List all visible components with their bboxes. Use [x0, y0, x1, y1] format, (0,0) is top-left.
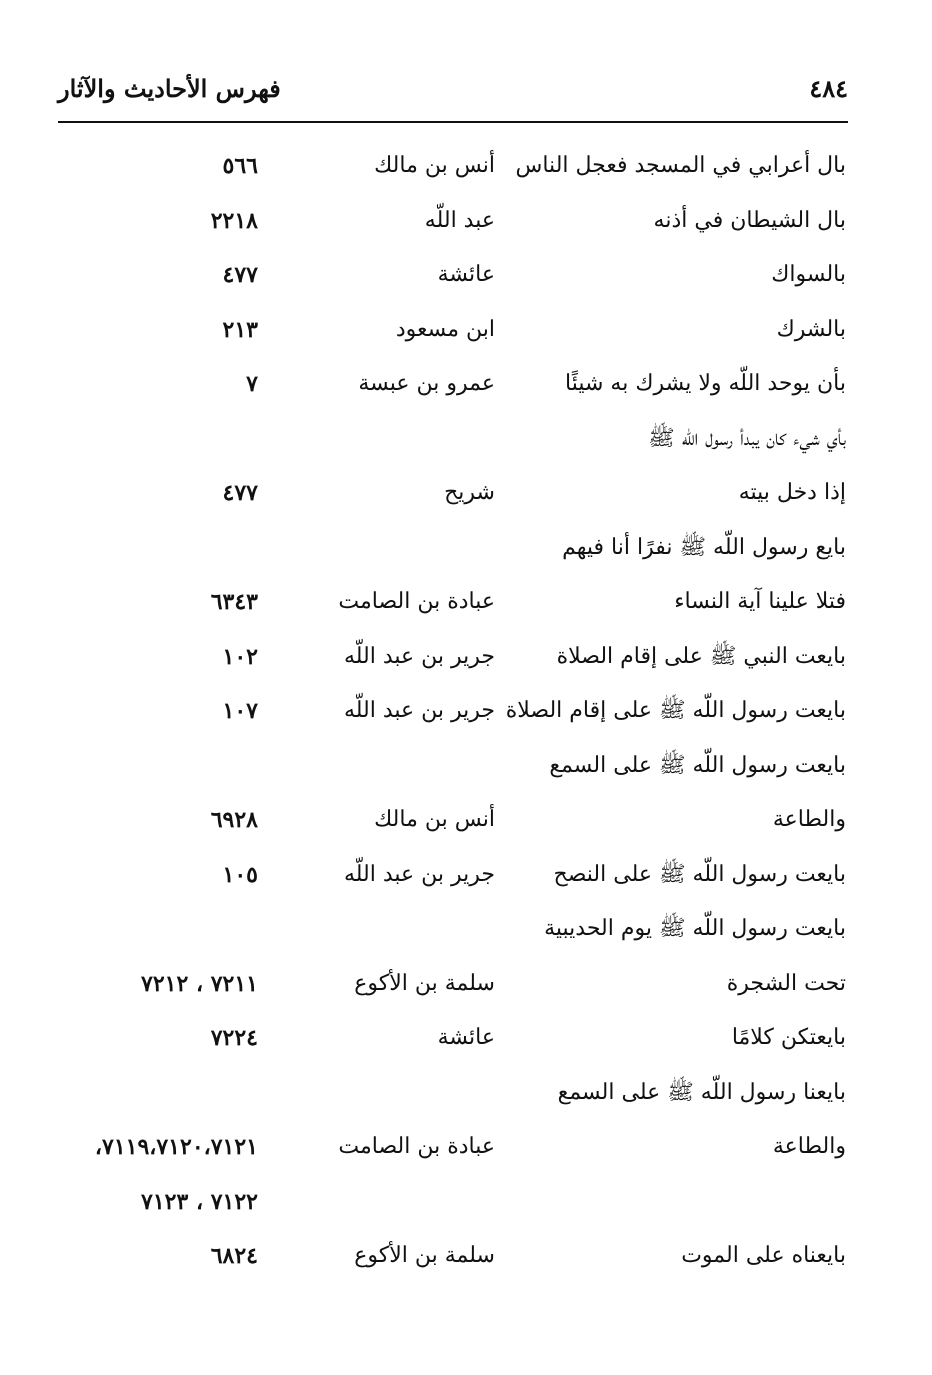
hadith-text: بايعت النبي ﷺ على إقام الصلاة: [556, 643, 846, 669]
narrator-name: جرير بن عبد اللّه: [343, 861, 495, 887]
hadith-text: بال أعرابي في المسجد فعجل الناس: [515, 153, 846, 178]
hadith-text: فتلا علينا آية النساء: [674, 589, 846, 614]
running-title: فهرس الأحاديث والآثار: [58, 74, 281, 103]
narrator-name: سلمة بن الأكوع: [354, 1243, 495, 1268]
hadith-reference-numbers: ١٠٧: [222, 698, 258, 724]
hadith-reference-numbers: ٤٧٧: [222, 480, 258, 506]
hadith-reference-numbers: ١٠٢: [222, 643, 258, 670]
index-entry-row: [0, 903, 932, 958]
hadith-text: بايعت رسول اللّه ﷺ على إقام الصلاة: [505, 698, 846, 723]
hadith-reference-numbers: ١٠٥: [222, 861, 258, 888]
index-entry-row: [0, 685, 932, 740]
hadith-text: إذا دخل بيته: [738, 480, 846, 505]
narrator-name: جرير بن عبد اللّه: [343, 643, 495, 669]
index-entry-row: [0, 1121, 932, 1176]
hadith-reference-numbers: ٧٢١١ ، ٧٢١٢: [141, 970, 258, 997]
index-entry-row: [0, 576, 932, 631]
narrator-name: أنس بن مالك: [374, 807, 495, 832]
index-entry-row: [0, 195, 932, 250]
hadith-text: تحت الشجرة: [726, 970, 846, 996]
hadith-text: بايعنا رسول اللّه ﷺ على السمع: [557, 1079, 846, 1105]
page-number: ٤٨٤: [809, 74, 848, 103]
hadith-reference-numbers: ٦٨٢٤: [210, 1243, 258, 1269]
index-entry-row: [0, 467, 932, 522]
hadith-text: بايعت رسول اللّه ﷺ على النصح: [553, 861, 846, 887]
hadith-text: بأن يوحد اللّه ولا يشرك به شيئًا: [565, 371, 846, 396]
hadith-text: بايعت رسول اللّه ﷺ على السمع: [549, 752, 846, 778]
hadith-reference-numbers: ٦٩٢٨: [210, 807, 258, 833]
page-header: [58, 70, 848, 118]
narrator-name: عائشة: [437, 1025, 495, 1050]
narrator-name: سلمة بن الأكوع: [354, 970, 495, 996]
narrator-name: جرير بن عبد اللّه: [343, 698, 495, 723]
narrator-name: عبادة بن الصامت: [338, 589, 495, 614]
hadith-reference-numbers: ٢١٣: [222, 316, 258, 343]
index-entry-row: [0, 358, 932, 413]
hadith-reference-numbers: ٧٢٢٤: [210, 1025, 258, 1051]
index-entry-row: [0, 413, 932, 468]
index-entry-row: [0, 849, 932, 904]
index-entry-row: [0, 249, 932, 304]
hadith-text: والطاعة: [772, 1134, 846, 1159]
index-entries: [0, 140, 932, 1285]
hadith-text: بايعناه على الموت: [681, 1243, 846, 1268]
narrator-name: عبد اللّه: [424, 207, 495, 233]
hadith-reference-numbers: ٦٣٤٣: [210, 589, 258, 615]
hadith-text: بأي شيء كان يبدأ رسول اللّه ﷺ: [648, 425, 846, 451]
hadith-reference-numbers: ٧١١٩،٧١٢٠،٧١٢١،: [94, 1134, 258, 1160]
hadith-text: بالشرك: [776, 316, 846, 342]
hadith-text: بال الشيطان في أذنه: [653, 207, 846, 233]
index-entry-row: [0, 1230, 932, 1285]
hadith-reference-numbers: ٧: [246, 371, 258, 397]
index-entry-row: [0, 1067, 932, 1122]
narrator-name: ابن مسعود: [395, 316, 495, 342]
index-entry-row: [0, 1176, 932, 1231]
index-entry-row: [0, 522, 932, 577]
hadith-text: بايعت رسول اللّه ﷺ يوم الحديبية: [544, 916, 846, 941]
index-entry-row: [0, 140, 932, 195]
hadith-text: بالسواك: [771, 262, 846, 287]
hadith-reference-numbers: ٧١٢٢ ، ٧١٢٣: [141, 1188, 258, 1215]
index-entry-row: [0, 631, 932, 686]
hadith-text: بايع رسول اللّه ﷺ نفرًا أنا فيهم: [562, 534, 846, 560]
hadith-text: بايعتكن كلامًا: [731, 1025, 846, 1050]
index-entry-row: [0, 958, 932, 1013]
narrator-name: شريح: [444, 480, 495, 505]
index-entry-row: [0, 794, 932, 849]
header-rule: [58, 121, 848, 123]
narrator-name: عمرو بن عبسة: [358, 371, 495, 396]
index-entry-row: [0, 1012, 932, 1067]
narrator-name: أنس بن مالك: [374, 153, 495, 178]
narrator-name: عائشة: [437, 262, 495, 287]
index-entry-row: [0, 304, 932, 359]
hadith-reference-numbers: ٤٧٧: [222, 262, 258, 288]
hadith-reference-numbers: ٥٦٦: [222, 153, 258, 179]
hadith-text: والطاعة: [772, 807, 846, 832]
narrator-name: عبادة بن الصامت: [338, 1134, 495, 1159]
index-entry-row: [0, 740, 932, 795]
hadith-reference-numbers: ٢٢١٨: [210, 207, 258, 234]
